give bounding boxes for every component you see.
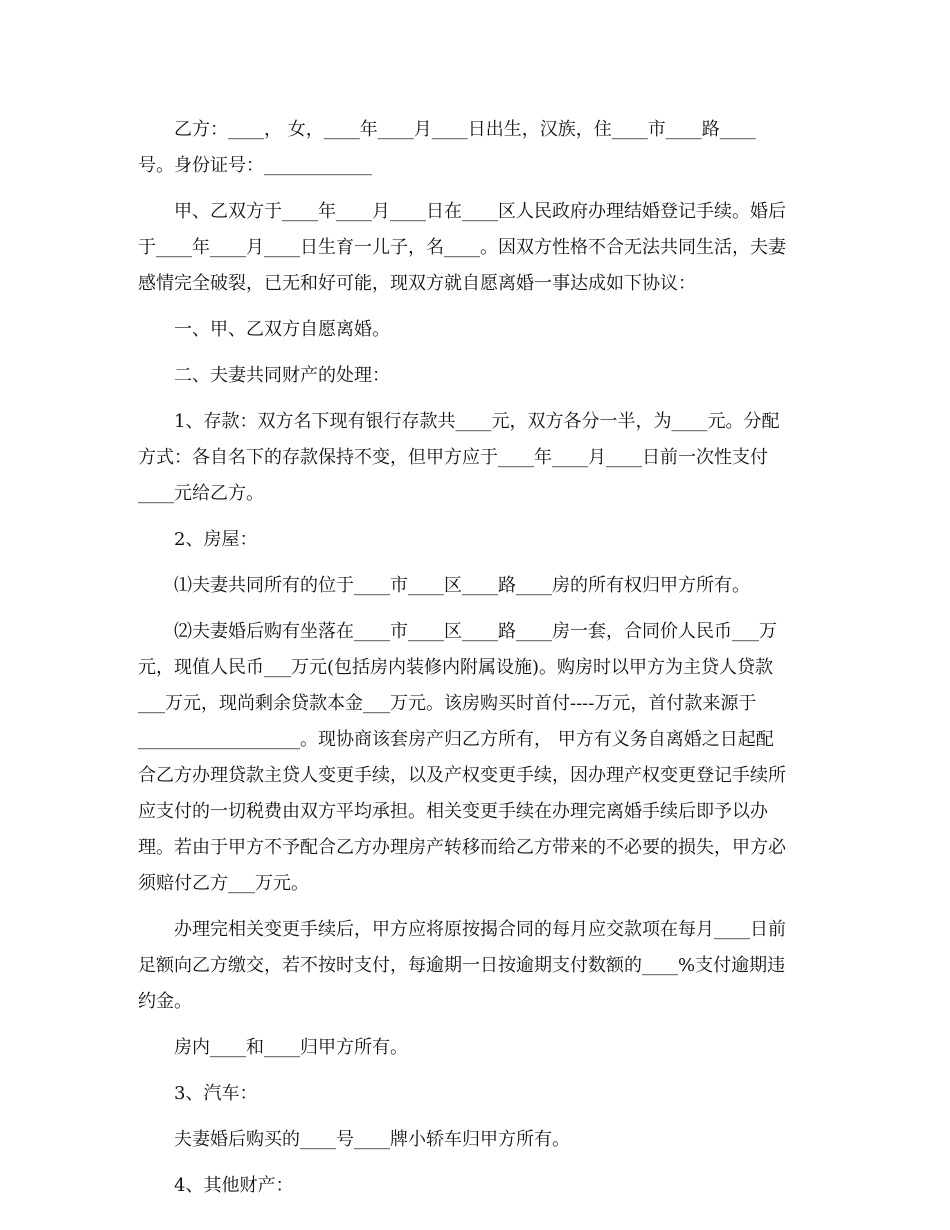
text-line: 办理完相关变更手续后，甲方应将原按揭合同的每月应交款项在每月____日前 — [174, 919, 786, 940]
text-line: 乙方：____， 女，____年____月____日出生，汉族，住____市____路____ — [174, 119, 756, 140]
paragraph — [138, 1168, 818, 1204]
text-line: 甲、乙双方于____年____月____日在____区人民政府办理结婚登记手续。婚后 — [174, 201, 786, 222]
paragraph — [138, 404, 818, 512]
paragraph — [138, 1076, 818, 1112]
paragraph — [138, 194, 818, 302]
text-line: 夫妻婚后购买的____号____牌小轿车归甲方所有。 — [174, 1129, 570, 1150]
paragraph — [138, 358, 818, 394]
paragraph — [138, 112, 818, 184]
text-line: 足额向乙方缴交，若不按时支付，每逾期一日按逾期支付数额的____%支付逾期违 — [138, 955, 786, 976]
paragraph — [138, 912, 818, 1020]
text-line: 一、甲、乙双方自愿离婚。 — [174, 319, 390, 340]
paragraph-gap — [138, 302, 818, 312]
text-line: ⑵夫妻婚后购有坐落在____市____区____路____房一套，合同价人民币___万 — [174, 621, 777, 642]
paragraph-gap — [138, 1112, 818, 1122]
paragraph-gap — [138, 394, 818, 404]
paragraph-gap — [138, 348, 818, 358]
text-line: 感情完全破裂，已无和好可能，现双方就自愿离婚一事达成如下协议： — [138, 273, 696, 294]
text-line: 3、汽车： — [174, 1083, 258, 1104]
text-line: 理。若由于甲方不予配合乙方办理房产转移而给乙方带来的不必要的损失，甲方必 — [138, 837, 786, 858]
text-line: 4、其他财产： — [174, 1175, 294, 1196]
text-line: 应支付的一切税费由双方平均承担。相关变更手续在办理完离婚手续后即予以办 — [138, 801, 768, 822]
paragraph-gap — [138, 558, 818, 568]
paragraph — [138, 1122, 818, 1158]
paragraph-gap — [138, 1020, 818, 1030]
paragraph-gap — [138, 902, 818, 912]
paragraph-gap — [138, 184, 818, 194]
text-line: 2、房屋： — [174, 529, 258, 550]
paragraph — [138, 614, 818, 902]
paragraph-gap — [138, 512, 818, 522]
paragraph — [138, 1030, 818, 1066]
text-line: 合乙方办理贷款主贷人变更手续，以及产权变更手续，因办理产权变更登记手续所 — [138, 765, 786, 786]
text-line: __________________。现协商该套房产归乙方所有， 甲方有义务自离婚之日起配 — [138, 729, 774, 750]
text-line: 元，现值人民币___万元(包括房内装修内附属设施)。购房时以甲方为主贷人贷款 — [138, 657, 774, 678]
paragraph — [138, 522, 818, 558]
text-line: ⑴夫妻共同所有的位于____市____区____路____房的所有权归甲方所有。 — [174, 575, 750, 596]
text-line: 二、夫妻共同财产的处理： — [174, 365, 390, 386]
text-line: 1、存款：双方名下现有银行存款共____元，双方各分一半，为____元。分配 — [174, 411, 780, 432]
paragraph-gap — [138, 604, 818, 614]
document-body — [138, 112, 818, 1204]
paragraph — [138, 312, 818, 348]
text-line: 于____年____月____日生育一儿子，名____。因双方性格不合无法共同生活，夫妻 — [138, 237, 786, 258]
text-line: 须赔付乙方___万元。 — [138, 873, 309, 894]
text-line: 号。身份证号：____________ — [138, 155, 372, 176]
text-line: ____元给乙方。 — [138, 483, 264, 504]
text-line: ___万元，现尚剩余贷款本金___万元。该房购买时首付----万元，首付款来源于 — [138, 693, 757, 714]
text-line: 房内____和____归甲方所有。 — [174, 1037, 408, 1058]
text-line: 约金。 — [138, 991, 192, 1012]
paragraph — [138, 568, 818, 604]
paragraph-gap — [138, 1158, 818, 1168]
paragraph-gap — [138, 1066, 818, 1076]
text-line: 方式：各自名下的存款保持不变，但甲方应于____年____月____日前一次性支付 — [138, 447, 768, 468]
